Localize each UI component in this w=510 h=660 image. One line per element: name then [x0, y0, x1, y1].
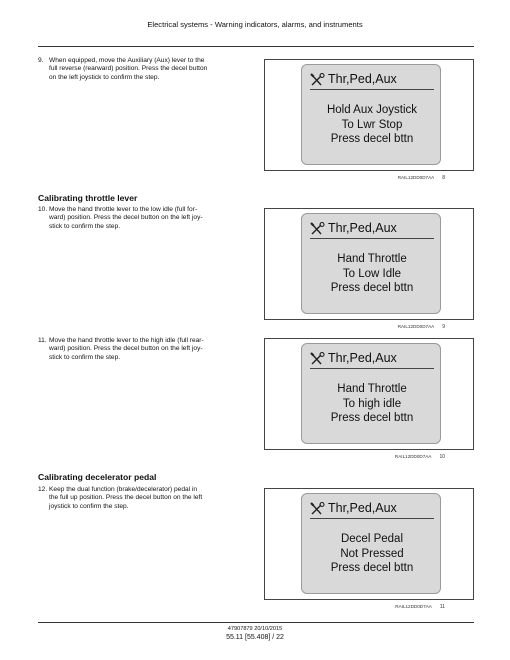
screen-line: Not Pressed [340, 547, 404, 560]
screen-line: Hold Aux Joystick [326, 104, 418, 116]
figure-code: RAIL12DD0D7AA [397, 175, 435, 180]
step-line: ward) position. Press the decel button on the left joy- [49, 214, 203, 222]
figure-9 [264, 208, 474, 330]
display-screen [301, 493, 441, 594]
step-line: Move the hand throttle lever to the low idle (full for- [49, 206, 198, 213]
wrench-screwdriver-icon [310, 352, 326, 366]
step-12 [38, 486, 250, 511]
display-screen [301, 64, 441, 165]
display-screen [301, 213, 441, 314]
step-line: Move the hand throttle lever to the high idle (full rear- [49, 337, 204, 344]
step-11 [38, 337, 250, 362]
screen-title: Thr,Ped,Aux [328, 72, 397, 86]
footer-doc-id: 47907879 20/10/2015 [227, 626, 283, 632]
wrench-screwdriver-icon [310, 222, 326, 236]
screen-line: To Low Idle [342, 267, 402, 280]
screen-header [310, 221, 434, 239]
step-line: stick to confirm the step. [49, 222, 121, 230]
figure-11 [264, 488, 474, 610]
step-number: 11. [38, 337, 47, 344]
wrench-screwdriver-icon [310, 502, 326, 516]
figure-code: RAIL12DD0D7AA [395, 604, 432, 609]
figure-caption [398, 324, 445, 330]
step-line: on the left joystick to confirm the step. [49, 73, 160, 81]
page-header: Electrical systems - Warning indicators, alarms, and instruments [147, 20, 363, 29]
wrench-screwdriver-icon [310, 73, 326, 87]
screen-line: Hand Throttle [337, 383, 407, 395]
step-line: the full up position. Press the decel button on the left [49, 494, 203, 502]
screen-header [310, 72, 434, 90]
footer-rule [38, 622, 474, 623]
screen-line: Press decel bttn [330, 282, 414, 295]
screen-message [302, 532, 442, 576]
screen-title: Thr,Ped,Aux [328, 351, 397, 365]
step-line: stick to confirm the step. [49, 353, 121, 361]
screen-message [302, 252, 442, 296]
figure-caption [395, 604, 445, 610]
screen-line: Press decel bttn [330, 412, 414, 425]
figure-code: RAIL12DD0D7AA [397, 324, 435, 329]
screen-message [302, 103, 442, 147]
step-line: ward) position. Press the decel button on the left joy- [49, 345, 203, 353]
screen-line: Press decel bttn [330, 133, 414, 146]
section-title-decel: Calibrating decelerator pedal [38, 472, 157, 482]
step-line: full reverse (rearward) position. Press the decel button [49, 65, 208, 73]
step-number: 10. [38, 206, 48, 213]
screen-title: Thr,Ped,Aux [328, 501, 397, 515]
footer-page-number: 55.11 [55.408] / 22 [226, 634, 284, 641]
screen-header [310, 351, 434, 369]
screen-line: To high idle [342, 397, 402, 410]
figure-number: 10 [439, 454, 445, 460]
screen-message [302, 382, 442, 426]
figure-8 [264, 59, 474, 181]
screen-line: To Lwr Stop [341, 118, 403, 131]
step-10 [38, 206, 250, 231]
header-rule [38, 46, 474, 47]
step-line: When equipped, move the Auxiliary (Aux) lever to the [49, 57, 205, 64]
figure-number: 9 [442, 324, 445, 330]
figure-10 [264, 338, 474, 460]
step-line: joystick to confirm the step. [49, 502, 129, 510]
screen-line: Decel Pedal [340, 533, 403, 545]
step-number: 12. [38, 486, 48, 493]
section-title-throttle: Calibrating throttle lever [38, 193, 138, 203]
screen-header [310, 501, 434, 519]
figure-caption [398, 175, 445, 181]
step-line: Keep the dual function (brake/decelerator) pedal in [49, 486, 198, 493]
figure-code: RAIL12DD0D7AA [394, 454, 432, 459]
step-9 [38, 57, 250, 82]
screen-title: Thr,Ped,Aux [328, 221, 397, 235]
screen-line: Hand Throttle [337, 253, 407, 265]
display-screen [301, 343, 441, 444]
figure-caption [395, 454, 445, 460]
figure-number: 8 [442, 175, 445, 181]
screen-line: Press decel bttn [330, 562, 414, 575]
step-number: 9. [38, 57, 44, 64]
figure-number: 11 [439, 604, 445, 610]
